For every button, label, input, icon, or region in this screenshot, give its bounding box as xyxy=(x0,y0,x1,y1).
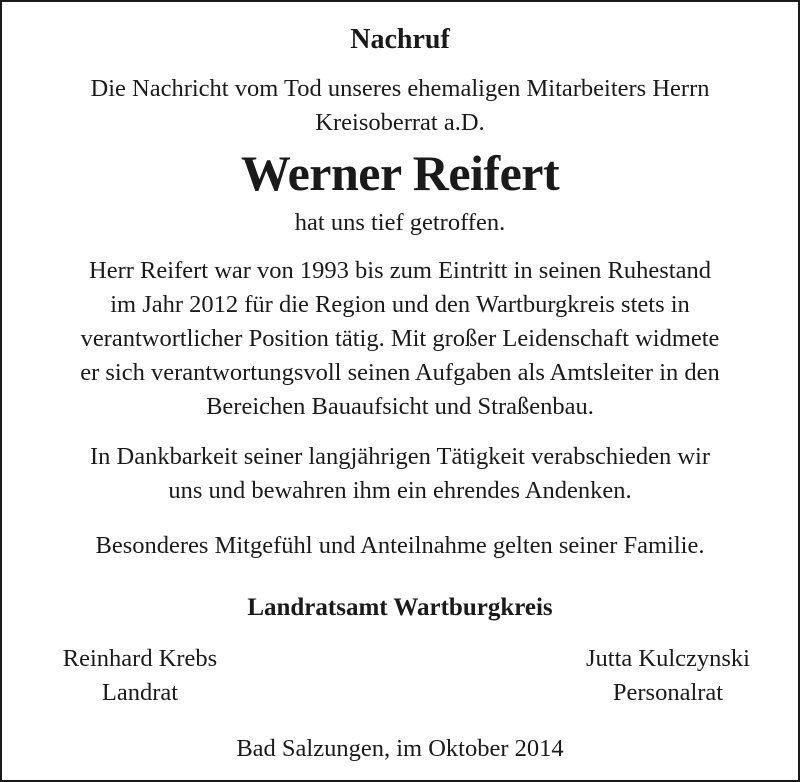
gratitude-paragraph xyxy=(2,440,798,508)
intro-paragraph xyxy=(2,72,798,140)
intro-line: Kreisoberrat a.D. xyxy=(315,109,485,136)
deceased-name: Werner Reifert xyxy=(240,145,560,201)
signatory-role: Personalrat xyxy=(612,679,724,706)
body-paragraph xyxy=(2,254,798,424)
sympathy-line: Besonderes Mitgefühl und Anteilnahme gelten seiner Familie. xyxy=(95,532,705,559)
sympathy-paragraph xyxy=(2,529,798,563)
place-date xyxy=(2,732,798,766)
notice-heading: Nachruf xyxy=(350,24,450,55)
place-date-line: Bad Salzungen, im Oktober 2014 xyxy=(236,735,564,762)
signatory-name: Reinhard Krebs xyxy=(62,645,218,672)
body-line: im Jahr 2012 für die Region und den Wartburgkreis stets in xyxy=(110,291,690,318)
after-name-text xyxy=(2,206,798,240)
body-line: er sich verantwortungsvoll seinen Aufgaben als Amtsleiter in den xyxy=(80,359,720,386)
organization-name: Landratsamt Wartburgkreis xyxy=(247,594,553,621)
signatory-name: Jutta Kulczynski xyxy=(586,645,750,672)
body-line: Herr Reifert war von 1993 bis zum Eintritt in seinen Ruhestand xyxy=(89,257,711,284)
body-line: verantwortlicher Position tätig. Mit großer Leidenschaft widmete xyxy=(80,325,720,352)
signatory-right xyxy=(538,642,798,710)
intro-line: Die Nachricht vom Tod unseres ehemaligen Mitarbeiters Herrn xyxy=(90,75,710,102)
body-line: Bereichen Bauaufsicht und Straßenbau. xyxy=(206,393,594,420)
signatory-left xyxy=(10,642,270,710)
gratitude-line: In Dankbarkeit seiner langjährigen Tätigkeit verabschieden wir xyxy=(90,443,710,470)
gratitude-line: uns und bewahren ihm ein ehrendes Andenken. xyxy=(168,477,632,504)
signatory-role: Landrat xyxy=(101,679,179,706)
after-name-line: hat uns tief getroffen. xyxy=(294,209,506,236)
